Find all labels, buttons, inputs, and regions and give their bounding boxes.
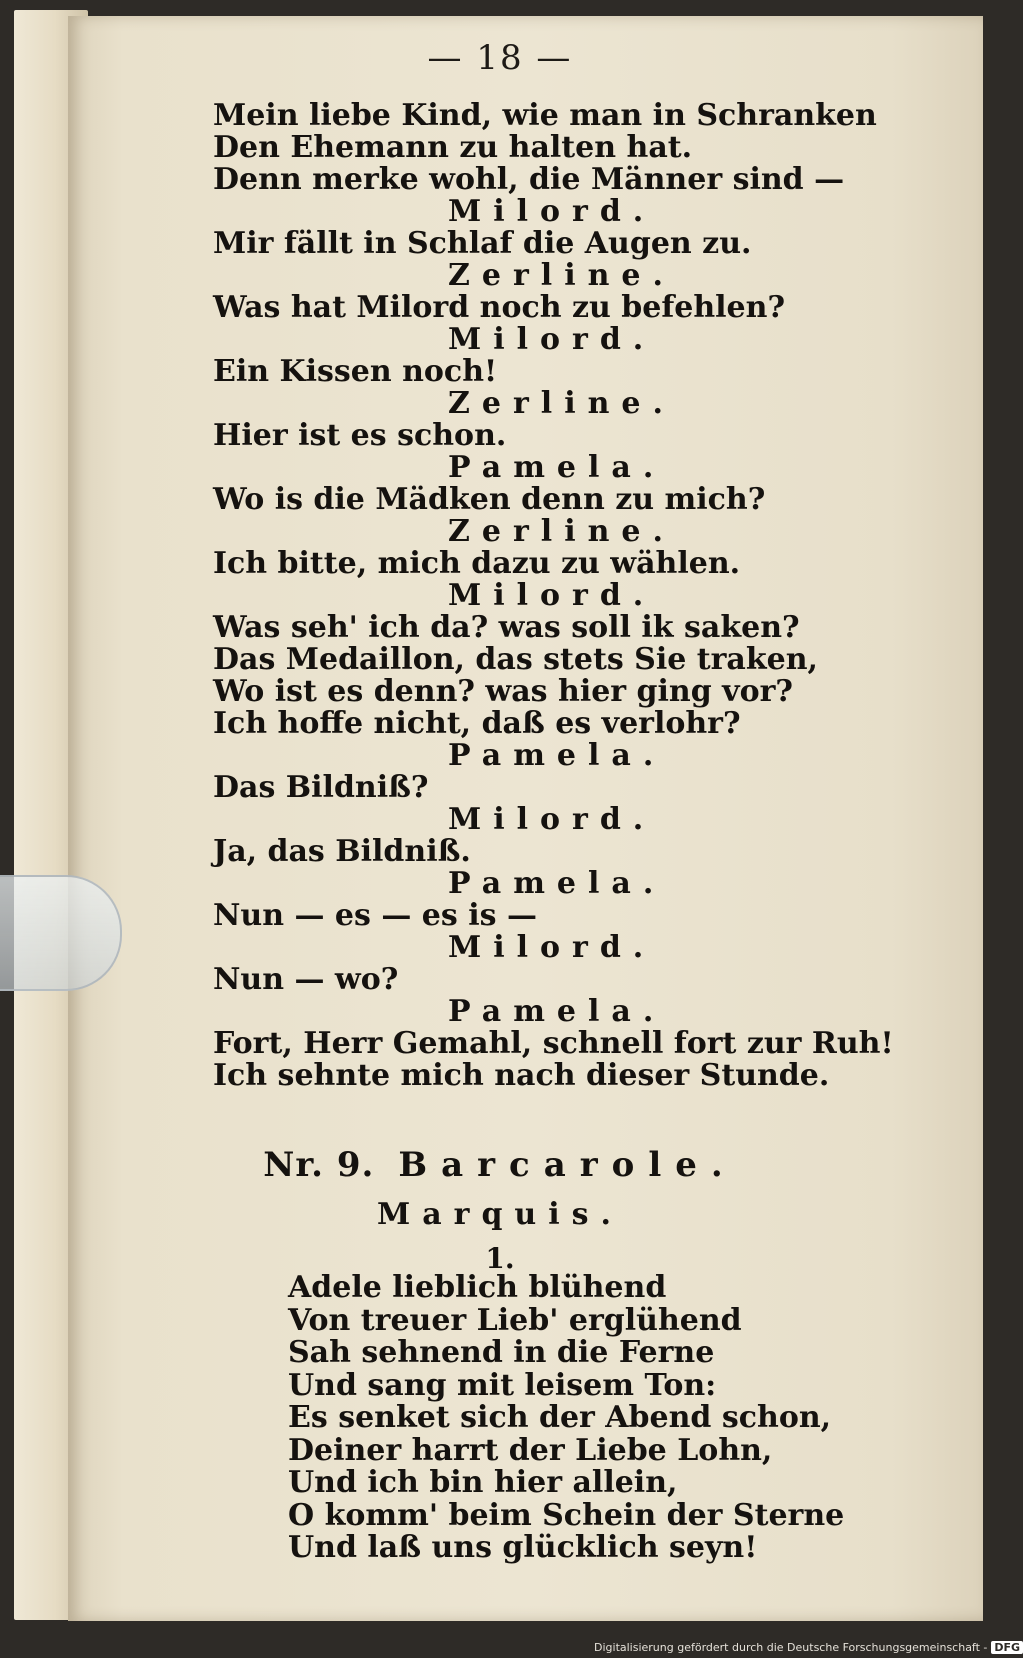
dfg-logo: DFG: [991, 1641, 1023, 1654]
section-title: Barcarole.: [398, 1145, 737, 1185]
dialogue-line: Ich bitte, mich dazu zu wählen.: [213, 546, 741, 581]
speaker-name: Milord.: [448, 930, 656, 965]
verse-line: O komm' beim Schein der Sterne: [288, 1497, 845, 1533]
dialogue-line: Mir fällt in Schlaf die Augen zu.: [213, 226, 752, 261]
speaker-name: Pamela.: [448, 866, 666, 901]
verse-line: Von treuer Lieb' erglühend: [288, 1302, 742, 1338]
speaker-name: Milord.: [448, 802, 656, 837]
speaker-name: Zerline.: [448, 258, 675, 293]
dialogue-line: Fort, Herr Gemahl, schnell fort zur Ruh!: [213, 1026, 894, 1061]
speaker-name: Milord.: [448, 194, 656, 229]
dialogue-line: Mein liebe Kind, wie man in Schranken: [213, 98, 877, 133]
page-clip: [0, 875, 122, 991]
speaker-name: Pamela.: [448, 450, 666, 485]
dialogue-line: Was hat Milord noch zu befehlen?: [213, 290, 786, 325]
digitization-credit: [594, 1641, 1021, 1654]
dialogue-line: Was seh' ich da? was soll ik saken?: [213, 610, 800, 645]
verse-line: Und laß uns glücklich seyn!: [288, 1530, 758, 1565]
verse-number: 1.: [485, 1242, 515, 1275]
dialogue-line: Wo ist es denn? was hier ging vor?: [213, 674, 793, 709]
verse-text: [288, 1272, 968, 1565]
dialogue-line: Ich hoffe nicht, daß es verlohr?: [213, 706, 741, 741]
verse-line: Es senket sich der Abend schon,: [288, 1400, 832, 1435]
verse-line: Adele lieblich blühend: [288, 1270, 667, 1305]
speaker-name: Milord.: [448, 322, 656, 357]
dialogue-line: Nun — wo?: [213, 962, 399, 997]
speaker-name: Pamela.: [448, 994, 666, 1029]
speaker-name: Milord.: [448, 578, 656, 613]
dialogue-text: [213, 100, 933, 1092]
verse-line: Sah sehnend in die Ferne: [288, 1335, 715, 1370]
dialogue-line: Ich sehnte mich nach dieser Stunde.: [213, 1058, 830, 1093]
singer-name: Marquis.: [377, 1197, 623, 1232]
speaker-name: Pamela.: [448, 738, 666, 773]
dialogue-line: Denn merke wohl, die Männer sind —: [213, 162, 845, 197]
page-number: — 18 —: [427, 38, 573, 78]
speaker-name: Zerline.: [448, 514, 675, 549]
dialogue-line: Ein Kissen noch!: [213, 354, 498, 389]
verse-line: Deiner harrt der Liebe Lohn,: [288, 1432, 773, 1468]
speaker-name: Zerline.: [448, 386, 675, 421]
dialogue-line: Nun — es — es is —: [213, 898, 537, 933]
section-heading: [0, 1145, 1000, 1185]
dialogue-line: Wo is die Mädken denn zu mich?: [213, 482, 766, 517]
dialogue-line: Hier ist es schon.: [213, 418, 507, 453]
dialogue-line: Ja, das Bildniß.: [213, 834, 471, 869]
dialogue-line: Den Ehemann zu halten hat.: [213, 130, 693, 165]
verse-line: Und ich bin hier allein,: [288, 1465, 678, 1500]
credit-text: Digitalisierung gefördert durch die Deutsche Forschungsgemeinschaft -: [594, 1641, 988, 1654]
section-number: Nr. 9.: [263, 1145, 375, 1185]
verse-line: Und sang mit leisem Ton:: [288, 1367, 717, 1403]
dialogue-line: Das Medaillon, das stets Sie traken,: [213, 642, 818, 677]
dialogue-line: Das Bildniß?: [213, 770, 429, 805]
